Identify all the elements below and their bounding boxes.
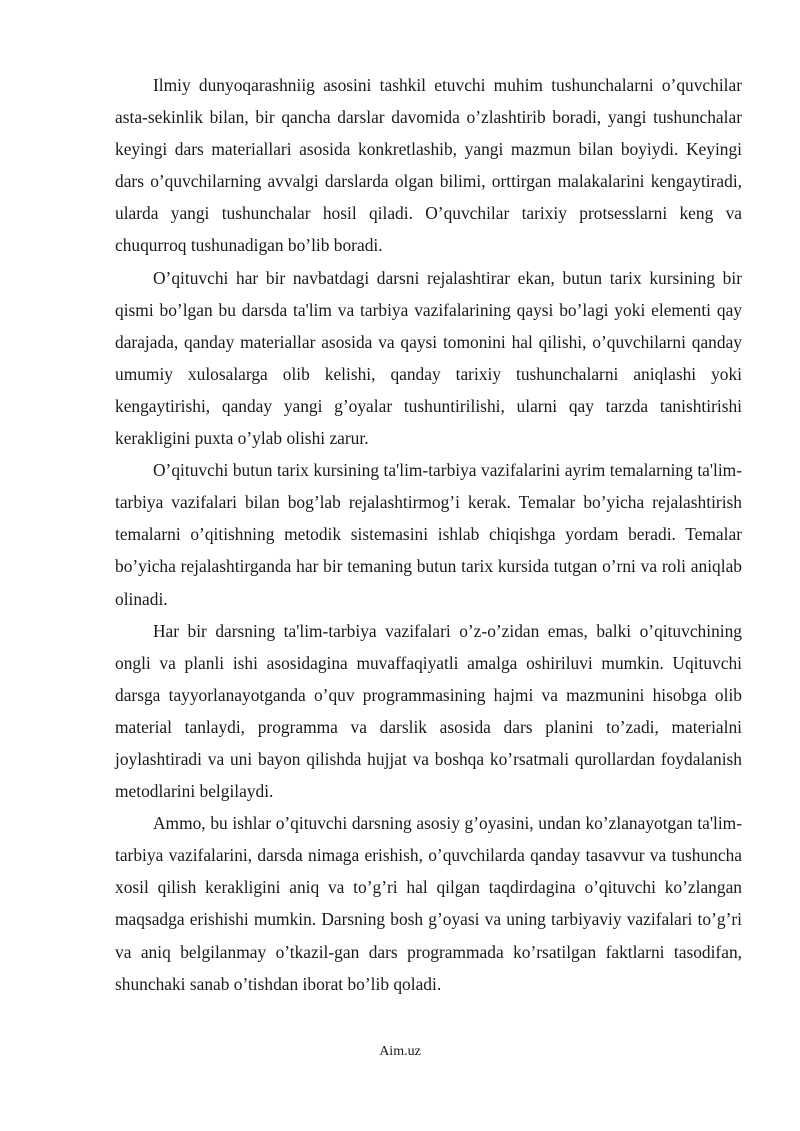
paragraph-4: Har bir darsning ta'lim-tarbiya vazifalari o’z-o’zidan emas, balki o’qituvchining ongli va planli ishi asosidagina muvaffaqiyatli amalga oshiriluvi mumkin. Uqituvchi darsga tayyorlanayotganda o’quv programmasining hajmi va mazmunini hisobga olib material tanlaydi, programma va darslik asosida dars planini to’zadi, materialni joylashtiradi va uni bayon qilishda hujjat va boshqa ko’rsatmali qurollardan foydalanish metodlarini belgilaydi. (115, 620, 742, 802)
paragraph-5: Ammo, bu ishlar o’qituvchi darsning asosiy g’oyasini, undan ko’zlanayotgan ta'lim-tarbiya vazifalarini, darsda nimaga erishish, o’quvchilarda qanday tasavvur va tushuncha xosil qilish kerakligini aniq va to’g’ri hal qilgan taqdirdagina o’qituvchi ko’zlangan maqsadga erishishi mumkin. Darsning bosh g’oyasi va uning tarbiyaviy vazifalari to’g’ri va aniq belgilanmay o’tkazil-gan dars programmada ko’rsatilgan faktlarni tasodifan, shunchaki sanab o’tishdan iborat bo’lib qoladi. (115, 813, 742, 994)
paragraph-3: O’qituvchi butun tarix kursining ta'lim-tarbiya vazifalarini ayrim temalarning ta'lim-tarbiya vazifalari bilan bog’lab rejalashtirmog’i kerak. Temalar bo’yicha rejalashtirish temalarni o’qitishning metodik sistemasini ishlab chiqishga yordam beradi. Temalar bo’yicha rejalashtirganda har bir temaning butun tarix kursida tutgan o’rni va roli aniqlab olinadi. (115, 460, 742, 609)
paragraph-2: O’qituvchi har bir navbatdagi darsni rejalashtirar ekan, butun tarix kursining bir qismi bo’lgan bu darsda ta'lim va tarbiya vazifalarining qaysi bo’lagi yoki elementi qay darajada, qanday materiallar asosida va qaysi tomonini hal qilishi, o’quvchilarni qanday umumiy xulosalarga olib kelishi, qanday tarixiy tushunchalarni aniqlashi yoki kengaytirishi, qanday yangi g’oyalar tushuntirilishi, ularni qay tarzda tanishtirishi kerakligini puxta o’ylab olishi zarur. (115, 267, 742, 449)
document-body (115, 69, 742, 1000)
page-footer: Aim.uz (379, 1044, 421, 1059)
paragraph-1: Ilmiy dunyoqarashniig asosini tashkil etuvchi muhim tushunchalarni o’quvchilar asta-sekinlik bilan, bir qancha darslar davomida o’zlashtirib boradi, yangi tushunchalar keyingi dars materiallari asosida konkretlashib, yangi mazmun bilan boyiydi. Keyingi dars o’quvchilarning avvalgi darslarda olgan bilimi, orttirgan malakalarini kengaytiradi, ularda yangi tushunchalar hosil qiladi. O’quvchilar tarixiy protsesslarni keng va chuqurroq tushunadigan bo’lib boradi. (115, 75, 742, 256)
